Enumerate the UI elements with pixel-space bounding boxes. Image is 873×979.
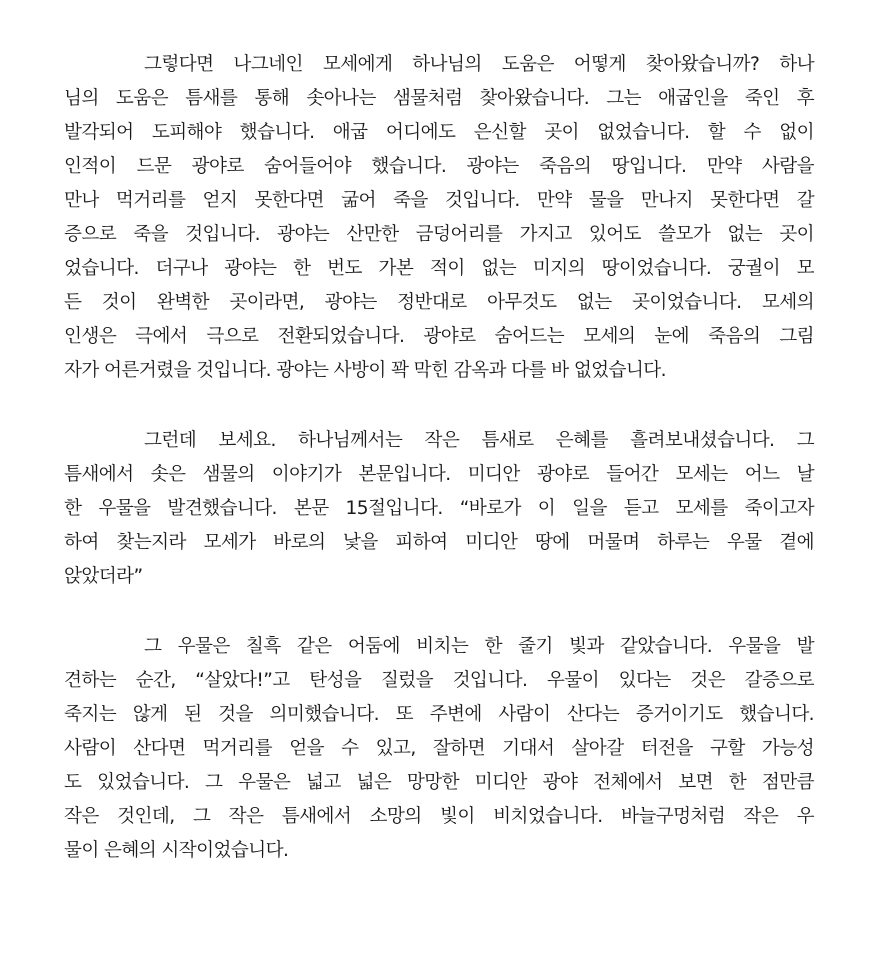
text-line: 도 있었습니다. 그 우물은 넓고 넓은 망망한 미디안 광야 전체에서 보면 한 점만큼 <box>64 772 814 793</box>
document-page <box>64 48 814 868</box>
text-line: 죽지는 않게 된 것을 의미했습니다. 또 주변에 사람이 산다는 증거이기도 했습니다. <box>64 704 814 725</box>
text-line: 자가 어른거렸을 것입니다. 광야는 사방이 꽉 막힌 감옥과 다를 바 없었습니다. <box>64 360 666 381</box>
text-line: 하여 찾는지라 모세가 바로의 낯을 피하여 미디안 땅에 머물며 하루는 우물 곁에 <box>64 532 814 553</box>
text-line: 그 우물은 칠흑 같은 어둠에 비치는 한 줄기 빛과 같았습니다. 우물을 발 <box>144 636 814 657</box>
text-line: 앉았더라” <box>64 566 143 587</box>
text-line: 만나 먹거리를 얻지 못한다면 굶어 죽을 것입니다. 만약 물을 만나지 못한다면 갈 <box>64 190 814 211</box>
text-line: 작은 것인데, 그 작은 틈새에서 소망의 빛이 비치었습니다. 바늘구멍처럼 작은 우 <box>64 806 814 827</box>
text-line: 그런데 보세요. 하나님께서는 작은 틈새로 은혜를 흘려보내셨습니다. 그 <box>144 430 814 451</box>
paragraph-3 <box>64 630 814 868</box>
text-line: 님의 도움은 틈새를 통해 솟아나는 샘물처럼 찾아왔습니다. 그는 애굽인을 죽인 후 <box>64 88 814 109</box>
paragraph-1 <box>64 48 814 388</box>
text-line: 인생은 극에서 극으로 전환되었습니다. 광야로 숨어드는 모세의 눈에 죽음의 그림 <box>64 326 814 347</box>
text-line: 인적이 드문 광야로 숨어들어야 했습니다. 광야는 죽음의 땅입니다. 만약 사람을 <box>64 156 814 177</box>
text-line: 발각되어 도피해야 했습니다. 애굽 어디에도 은신할 곳이 없었습니다. 할 수 없이 <box>64 122 814 143</box>
paragraph-spacer <box>64 594 814 630</box>
text-line: 었습니다. 더구나 광야는 한 번도 가본 적이 없는 미지의 땅이었습니다. 궁궐이 모 <box>64 258 814 279</box>
text-line: 사람이 산다면 먹거리를 얻을 수 있고, 잘하면 기대서 살아갈 터전을 구할 가능성 <box>64 738 814 759</box>
text-line: 그렇다면 나그네인 모세에게 하나님의 도움은 어떻게 찾아왔습니까? 하나 <box>144 54 814 75</box>
paragraph-spacer <box>64 388 814 424</box>
text-line: 견하는 순간, “살았다!”고 탄성을 질렀을 것입니다. 우물이 있다는 것은 갈증으로 <box>64 670 814 691</box>
text-line: 증으로 죽을 것입니다. 광야는 산만한 금덩어리를 가지고 있어도 쓸모가 없는 곳이 <box>64 224 814 245</box>
text-line: 든 것이 완벽한 곳이라면, 광야는 정반대로 아무것도 없는 곳이었습니다. 모세의 <box>64 292 814 313</box>
text-line: 틈새에서 솟은 샘물의 이야기가 본문입니다. 미디안 광야로 들어간 모세는 어느 날 <box>64 464 814 485</box>
text-line: 물이 은혜의 시작이었습니다. <box>64 840 289 861</box>
text-line: 한 우물을 발견했습니다. 본문 15절입니다. “바로가 이 일을 듣고 모세를 죽이고자 <box>64 498 814 519</box>
paragraph-2 <box>64 424 814 594</box>
